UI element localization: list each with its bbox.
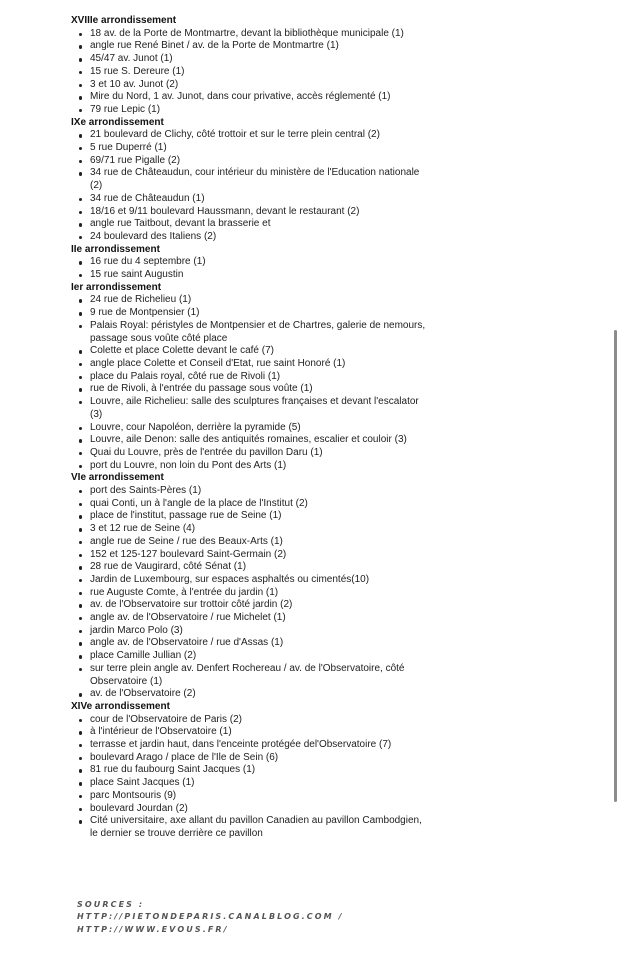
location-list-item: 9 rue de Montpensier (1) xyxy=(90,307,426,320)
location-list-item: place du Palais royal, côté rue de Rivoli (1) xyxy=(90,371,426,384)
vertical-scrollbar[interactable] xyxy=(614,330,617,802)
location-list-item: boulevard Arago / place de l'Ile de Sein (6) xyxy=(90,752,426,765)
location-list-item: 5 rue Duperré (1) xyxy=(90,142,426,155)
location-list-item: angle place Colette et Conseil d'Etat, rue saint Honoré (1) xyxy=(90,358,426,371)
location-list-item: Mire du Nord, 1 av. Junot, dans cour privative, accès réglementé (1) xyxy=(90,91,426,104)
location-list-item: jardin Marco Polo (3) xyxy=(90,625,426,638)
location-list-item: Quai du Louvre, près de l'entrée du pavillon Daru (1) xyxy=(90,447,426,460)
location-list-item: rue Auguste Comte, à l'entrée du jardin (1) xyxy=(90,587,426,600)
location-list-item: 69/71 rue Pigalle (2) xyxy=(90,155,426,168)
location-list-item: sur terre plein angle av. Denfert Rochereau / av. de l'Observatoire, côté Observatoire (1) xyxy=(90,663,426,688)
location-list-item: 15 rue S. Dereure (1) xyxy=(90,66,426,79)
location-list-item: 21 boulevard de Clichy, côté trottoir et sur le terre plein central (2) xyxy=(90,129,426,142)
location-list-item: 15 rue saint Augustin xyxy=(90,269,426,282)
sources-link-pietondeparis[interactable]: HTTP://PIETONDEPARIS.CANALBLOG.COM / xyxy=(77,912,344,922)
location-list-item: place Camille Jullian (2) xyxy=(90,650,426,663)
location-list-item: 24 rue de Richelieu (1) xyxy=(90,294,426,307)
location-list-item: angle av. de l'Observatoire / rue d'Assas (1) xyxy=(90,637,426,650)
section-heading: XIVe arrondissement xyxy=(71,700,170,712)
location-list-item: boulevard Jourdan (2) xyxy=(90,803,426,816)
location-list xyxy=(71,485,426,701)
location-list-item: 24 boulevard des Italiens (2) xyxy=(90,231,426,244)
location-list-item: parc Montsouris (9) xyxy=(90,790,426,803)
location-list-item: 34 rue de Châteaudun, cour intérieur du ministère de l'Education nationale (2) xyxy=(90,167,426,192)
location-list-item: angle rue René Binet / av. de la Porte de Montmartre (1) xyxy=(90,40,426,53)
location-list-item: Colette et place Colette devant le café (7) xyxy=(90,345,426,358)
location-list xyxy=(71,129,426,243)
location-list-item: Cité universitaire, axe allant du pavillon Canadien au pavillon Cambodgien, le dernier se trouve derrière ce pavillon xyxy=(90,815,426,840)
location-list-item: Jardin de Luxembourg, sur espaces asphaltés ou cimentés(10) xyxy=(90,574,426,587)
location-list-item: quai Conti, un à l'angle de la place de l'Institut (2) xyxy=(90,498,426,511)
location-list-item: 28 rue de Vaugirard, côté Sénat (1) xyxy=(90,561,426,574)
section-heading: Ier arrondissement xyxy=(71,281,162,293)
location-list-item: port des Saints-Pères (1) xyxy=(90,485,426,498)
location-list-item: av. de l'Observatoire (2) xyxy=(90,688,426,701)
location-list-item: cour de l'Observatoire de Paris (2) xyxy=(90,714,426,727)
location-list-item: Palais Royal: péristyles de Montpensier et de Chartres, galerie de nemours, passage sous voûte côté place xyxy=(90,319,426,344)
location-list-item: 3 et 10 av. Junot (2) xyxy=(90,79,426,92)
location-list-item: place de l'institut, passage rue de Seine (1) xyxy=(90,510,426,523)
section-heading: IIe arrondissement xyxy=(71,243,160,255)
location-list-item: 81 rue du faubourg Saint Jacques (1) xyxy=(90,764,426,777)
location-list-item: 18 av. de la Porte de Montmartre, devant la bibliothèque municipale (1) xyxy=(90,28,426,41)
location-list-item: 16 rue du 4 septembre (1) xyxy=(90,256,426,269)
section-heading: VIe arrondissement xyxy=(71,472,164,484)
location-list-item: 45/47 av. Junot (1) xyxy=(90,53,426,66)
location-list-item: port du Louvre, non loin du Pont des Arts (1) xyxy=(90,460,426,473)
sources-label: SOURCES : xyxy=(77,900,145,909)
location-list-item: 79 rue Lepic (1) xyxy=(90,104,426,117)
location-list xyxy=(71,28,426,117)
sources-block xyxy=(77,899,344,936)
section-heading: IXe arrondissement xyxy=(71,116,164,128)
location-list-item: 3 et 12 rue de Seine (4) xyxy=(90,523,426,536)
section-heading: XVIIIe arrondissement xyxy=(71,15,177,26)
location-list xyxy=(71,256,426,281)
location-list-item: 18/16 et 9/11 boulevard Haussmann, devant le restaurant (2) xyxy=(90,206,426,219)
location-list-item: av. de l'Observatoire sur trottoir côté jardin (2) xyxy=(90,599,426,612)
location-list xyxy=(71,294,426,472)
location-list-item: à l'intérieur de l'Observatoire (1) xyxy=(90,726,426,739)
location-list-item: angle rue de Seine / rue des Beaux-Arts (1) xyxy=(90,536,426,549)
location-list-item: 34 rue de Châteaudun (1) xyxy=(90,193,426,206)
document-body xyxy=(71,15,426,841)
location-list-item: angle rue Taitbout, devant la brasserie et xyxy=(90,218,426,231)
location-list-item: Louvre, aile Denon: salle des antiquités romaines, escalier et couloir (3) xyxy=(90,434,426,447)
location-list-item: Louvre, aile Richelieu: salle des sculptures françaises et devant l'escalator (3) xyxy=(90,396,426,421)
location-list-item: place Saint Jacques (1) xyxy=(90,777,426,790)
location-list-item: Louvre, cour Napoléon, derrière la pyramide (5) xyxy=(90,422,426,435)
location-list-item: rue de Rivoli, à l'entrée du passage sous voûte (1) xyxy=(90,383,426,396)
location-list-item: 152 et 125-127 boulevard Saint-Germain (2) xyxy=(90,549,426,562)
location-list-item: angle av. de l'Observatoire / rue Michelet (1) xyxy=(90,612,426,625)
sources-link-evous[interactable]: HTTP://WWW.EVOUS.FR/ xyxy=(77,924,229,934)
location-list xyxy=(71,714,426,841)
location-list-item: terrasse et jardin haut, dans l'enceinte protégée del'Observatoire (7) xyxy=(90,739,426,752)
